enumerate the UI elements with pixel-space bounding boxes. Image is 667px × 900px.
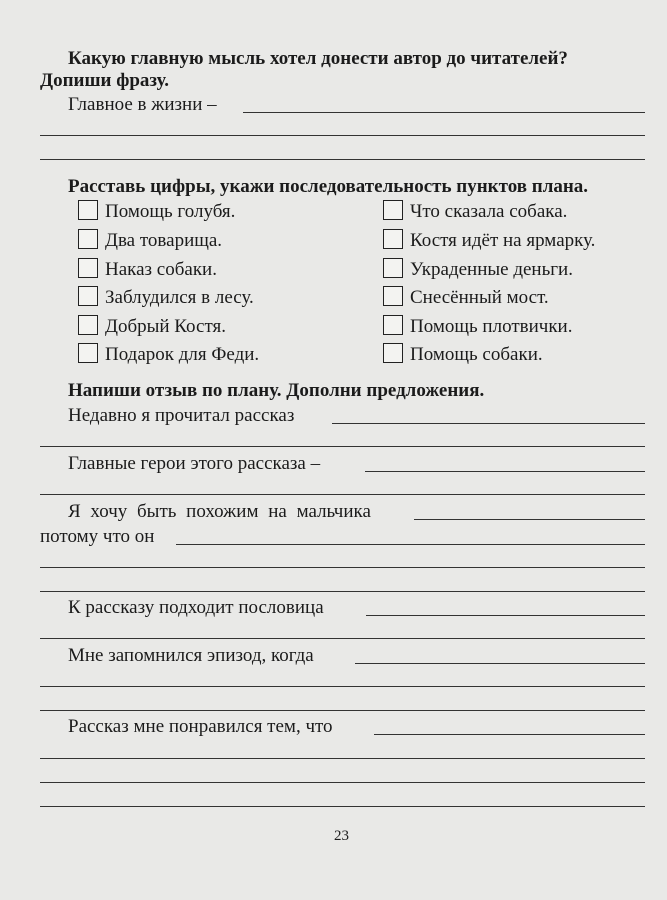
order-checkbox[interactable] — [78, 286, 98, 306]
page-number: 23 — [334, 828, 349, 844]
answer-line[interactable] — [40, 567, 645, 568]
answer-line[interactable] — [374, 734, 645, 735]
order-checkbox[interactable] — [78, 200, 98, 220]
answer-line[interactable] — [332, 423, 645, 424]
plan-item: Помощь голубя. — [105, 201, 236, 222]
answer-line[interactable] — [40, 686, 645, 687]
review-sentence-6: Рассказ мне понравился тем, что — [68, 716, 333, 737]
plan-item: Добрый Костя. — [105, 316, 226, 337]
answer-line[interactable] — [355, 663, 645, 664]
plan-item: Помощь плотвички. — [410, 316, 573, 337]
order-checkbox[interactable] — [383, 286, 403, 306]
review-sentence-3b: потому что он — [40, 526, 155, 547]
answer-line[interactable] — [40, 782, 645, 783]
plan-item: Заблудился в лесу. — [105, 287, 254, 308]
answer-line[interactable] — [40, 494, 645, 495]
answer-line[interactable] — [40, 758, 645, 759]
task1-title-line2: Допиши фразу. — [40, 70, 170, 91]
plan-item: Помощь собаки. — [410, 344, 543, 365]
review-sentence-4: К рассказу подходит пословица — [68, 597, 324, 618]
answer-line[interactable] — [40, 135, 645, 136]
order-checkbox[interactable] — [78, 315, 98, 335]
answer-line[interactable] — [176, 544, 645, 545]
order-checkbox[interactable] — [383, 315, 403, 335]
order-checkbox[interactable] — [383, 258, 403, 278]
order-checkbox[interactable] — [383, 343, 403, 363]
answer-line[interactable] — [40, 638, 645, 639]
order-checkbox[interactable] — [78, 343, 98, 363]
bleed-through-text — [420, 86, 424, 102]
plan-item: Украденные деньги. — [410, 259, 573, 280]
answer-line[interactable] — [40, 159, 645, 160]
plan-item: Два товарища. — [105, 230, 223, 251]
answer-line[interactable] — [40, 710, 645, 711]
review-sentence-2: Главные герои этого рассказа – — [68, 453, 321, 474]
plan-item: Что сказала собака. — [410, 201, 568, 222]
task2-title: Расставь цифры, укажи последовательность пунктов плана. — [68, 176, 589, 197]
answer-line[interactable] — [243, 112, 645, 113]
answer-line[interactable] — [414, 519, 645, 520]
answer-line[interactable] — [40, 591, 645, 592]
task1-prompt: Главное в жизни – — [68, 94, 217, 115]
task3-title: Напиши отзыв по плану. Дополни предложения. — [68, 380, 485, 401]
review-sentence-1: Недавно я прочитал рассказ — [68, 405, 295, 426]
plan-item: Наказ собаки. — [105, 259, 217, 280]
review-sentence-3a: Я хочу быть похожим на мальчика — [68, 501, 371, 522]
plan-item: Подарок для Феди. — [105, 344, 260, 365]
order-checkbox[interactable] — [78, 258, 98, 278]
answer-line[interactable] — [366, 615, 645, 616]
task1-title-line1: Какую главную мысль хотел донести автор до читателей? — [68, 48, 568, 69]
order-checkbox[interactable] — [383, 200, 403, 220]
answer-line[interactable] — [40, 446, 645, 447]
plan-item: Костя идёт на ярмарку. — [410, 230, 596, 251]
review-sentence-5: Мне запомнился эпизод, когда — [68, 645, 314, 666]
answer-line[interactable] — [365, 471, 645, 472]
order-checkbox[interactable] — [78, 229, 98, 249]
answer-line[interactable] — [40, 806, 645, 807]
order-checkbox[interactable] — [383, 229, 403, 249]
plan-item: Снесённый мост. — [410, 287, 549, 308]
